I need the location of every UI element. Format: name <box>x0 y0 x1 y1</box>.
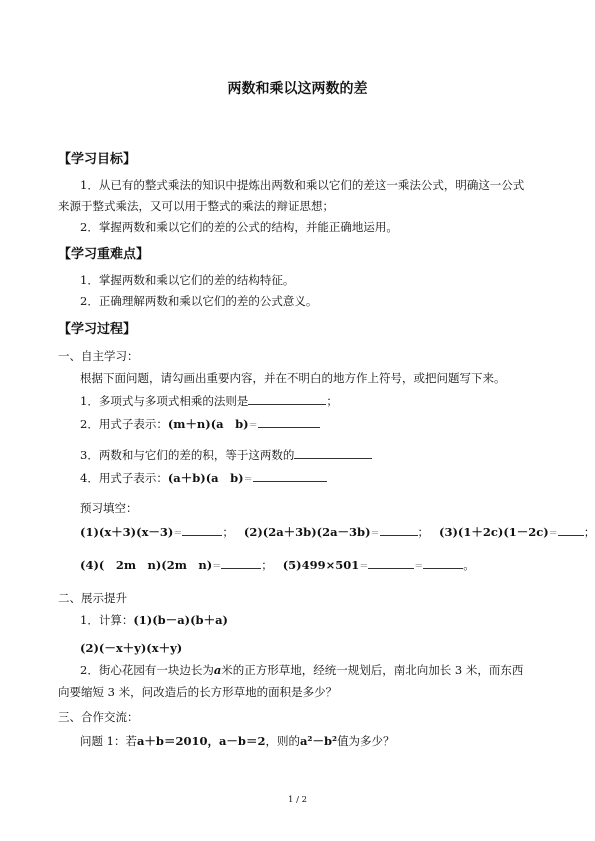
question-2 <box>80 416 320 432</box>
preview-row-1 <box>80 524 595 540</box>
calc-row-2 <box>80 640 182 656</box>
equals-sign: ＝ <box>173 529 183 539</box>
answer-blank-fill-4[interactable] <box>221 557 261 569</box>
answer-blank-fill-5a[interactable] <box>368 557 414 569</box>
equals-sign: ＝ <box>370 529 380 539</box>
goal-item-2: 2．掌握两数和乘以它们的差的公式的结构，并能正确地运用。 <box>80 220 398 234</box>
equals-sign: ＝ <box>248 421 258 431</box>
answer-blank-q1[interactable] <box>248 393 326 405</box>
question-1-text: 1．多项式与多项式相乘的法则是 <box>80 394 249 408</box>
question-3-text: 3．两数和与它们的差的积，等于这两数的 <box>80 448 295 462</box>
section-heading-process: 【学习过程】 <box>58 322 137 337</box>
answer-blank-fill-2[interactable] <box>380 524 418 536</box>
fill-expression-2: (2)(2a＋3b)(2a－3b) <box>243 525 371 539</box>
preview-label: 预习填空： <box>80 501 138 515</box>
fill-expression-4: (4)( 2m n)(2m n) <box>80 558 213 572</box>
equals-sign: ＝ <box>548 529 558 539</box>
calc-expression-2: (2)(－x＋y)(x＋y) <box>80 641 183 655</box>
question-4-text: 4．用式子表示： <box>80 471 168 485</box>
condition-expression: a＋b＝2010，a－b＝2 <box>136 734 266 748</box>
preview-row-2 <box>80 557 475 573</box>
question-3 <box>80 447 372 463</box>
target-expression: a²－b² <box>299 734 338 748</box>
part-2-heading: 二、展示提升 <box>58 591 127 605</box>
problem-1 <box>80 733 395 749</box>
question-4 <box>80 470 327 486</box>
page-title: 两数和乘以这两数的差 <box>227 81 368 97</box>
question-text: 米的正方形草地，经统一规划后，南北向加长 3 米，而东西 <box>221 663 524 677</box>
goal-item-1-line-2: 来源于整式乘法，又可以用于整式的乘法的辩证思想； <box>58 199 334 213</box>
part-1-intro: 根据下面问题，请勾画出重要内容，并在不明白的地方作上符号，或把问题写下来。 <box>80 371 506 385</box>
question-text: 2．街心花园有一块边长为 <box>80 663 214 677</box>
key-point-item-2: 2．正确理解两数和乘以它们的差的公式意义。 <box>80 294 318 308</box>
calc-label: 1．计算： <box>80 613 134 627</box>
part-1-heading: 一、自主学习： <box>58 349 139 363</box>
part-2-question-2-line-1 <box>80 662 523 678</box>
page-number: 1 / 2 <box>287 795 308 805</box>
expression-a-b-a-b: (a＋b)(a b) <box>167 471 244 485</box>
equals-sign: ＝ <box>243 475 253 485</box>
problem-text: 问题 1：若 <box>80 734 137 748</box>
question-2-text: 2．用式子表示： <box>80 417 168 431</box>
answer-blank-q4[interactable] <box>253 470 327 482</box>
answer-blank-q3[interactable] <box>294 447 372 459</box>
section-heading-key-points: 【学习重难点】 <box>58 247 150 262</box>
semicolon: ； <box>326 394 338 408</box>
expression-m-n-a-b: (m＋n)(a b) <box>167 417 249 431</box>
part-3-heading: 三、合作交流： <box>58 710 139 724</box>
semicolon: ； <box>222 525 234 539</box>
fill-expression-3: (3)(1＋2c)(1－2c) <box>439 525 549 539</box>
calc-expression-1: (1)(b－a)(b＋a) <box>133 613 228 627</box>
fill-expression-1: (1)(x＋3)(x－3) <box>80 525 174 539</box>
equals-sign: ＝ <box>414 562 424 572</box>
problem-text: 值为多少？ <box>337 734 395 748</box>
key-point-item-1: 1．掌握两数和乘以它们的差的结构特征。 <box>80 273 295 287</box>
answer-blank-q2[interactable] <box>258 416 320 428</box>
fill-expression-5: (5)499×501 <box>282 558 360 572</box>
period: 。 <box>463 558 475 572</box>
answer-blank-fill-3[interactable] <box>558 524 584 536</box>
goal-item-1-line-1: 1．从已有的整式乘法的知识中提炼出两数和乘以它们的差这一乘法公式，明确这一公式 <box>80 178 525 192</box>
question-1 <box>80 393 338 409</box>
equals-sign: ＝ <box>212 562 222 572</box>
answer-blank-fill-5b[interactable] <box>423 557 463 569</box>
semicolon: ； <box>417 525 430 539</box>
part-2-question-2-line-2: 向要缩短 3 米，问改造后的长方形草地的面积是多少？ <box>58 685 338 699</box>
equals-sign: ＝ <box>359 562 369 572</box>
answer-blank-fill-1[interactable] <box>182 524 222 536</box>
semicolon: ； <box>583 525 595 539</box>
problem-text: ，则的 <box>265 734 300 748</box>
semicolon: ； <box>261 558 273 572</box>
section-heading-goals: 【学习目标】 <box>58 152 137 167</box>
calc-row <box>80 612 228 628</box>
variable-a: a <box>213 663 222 677</box>
